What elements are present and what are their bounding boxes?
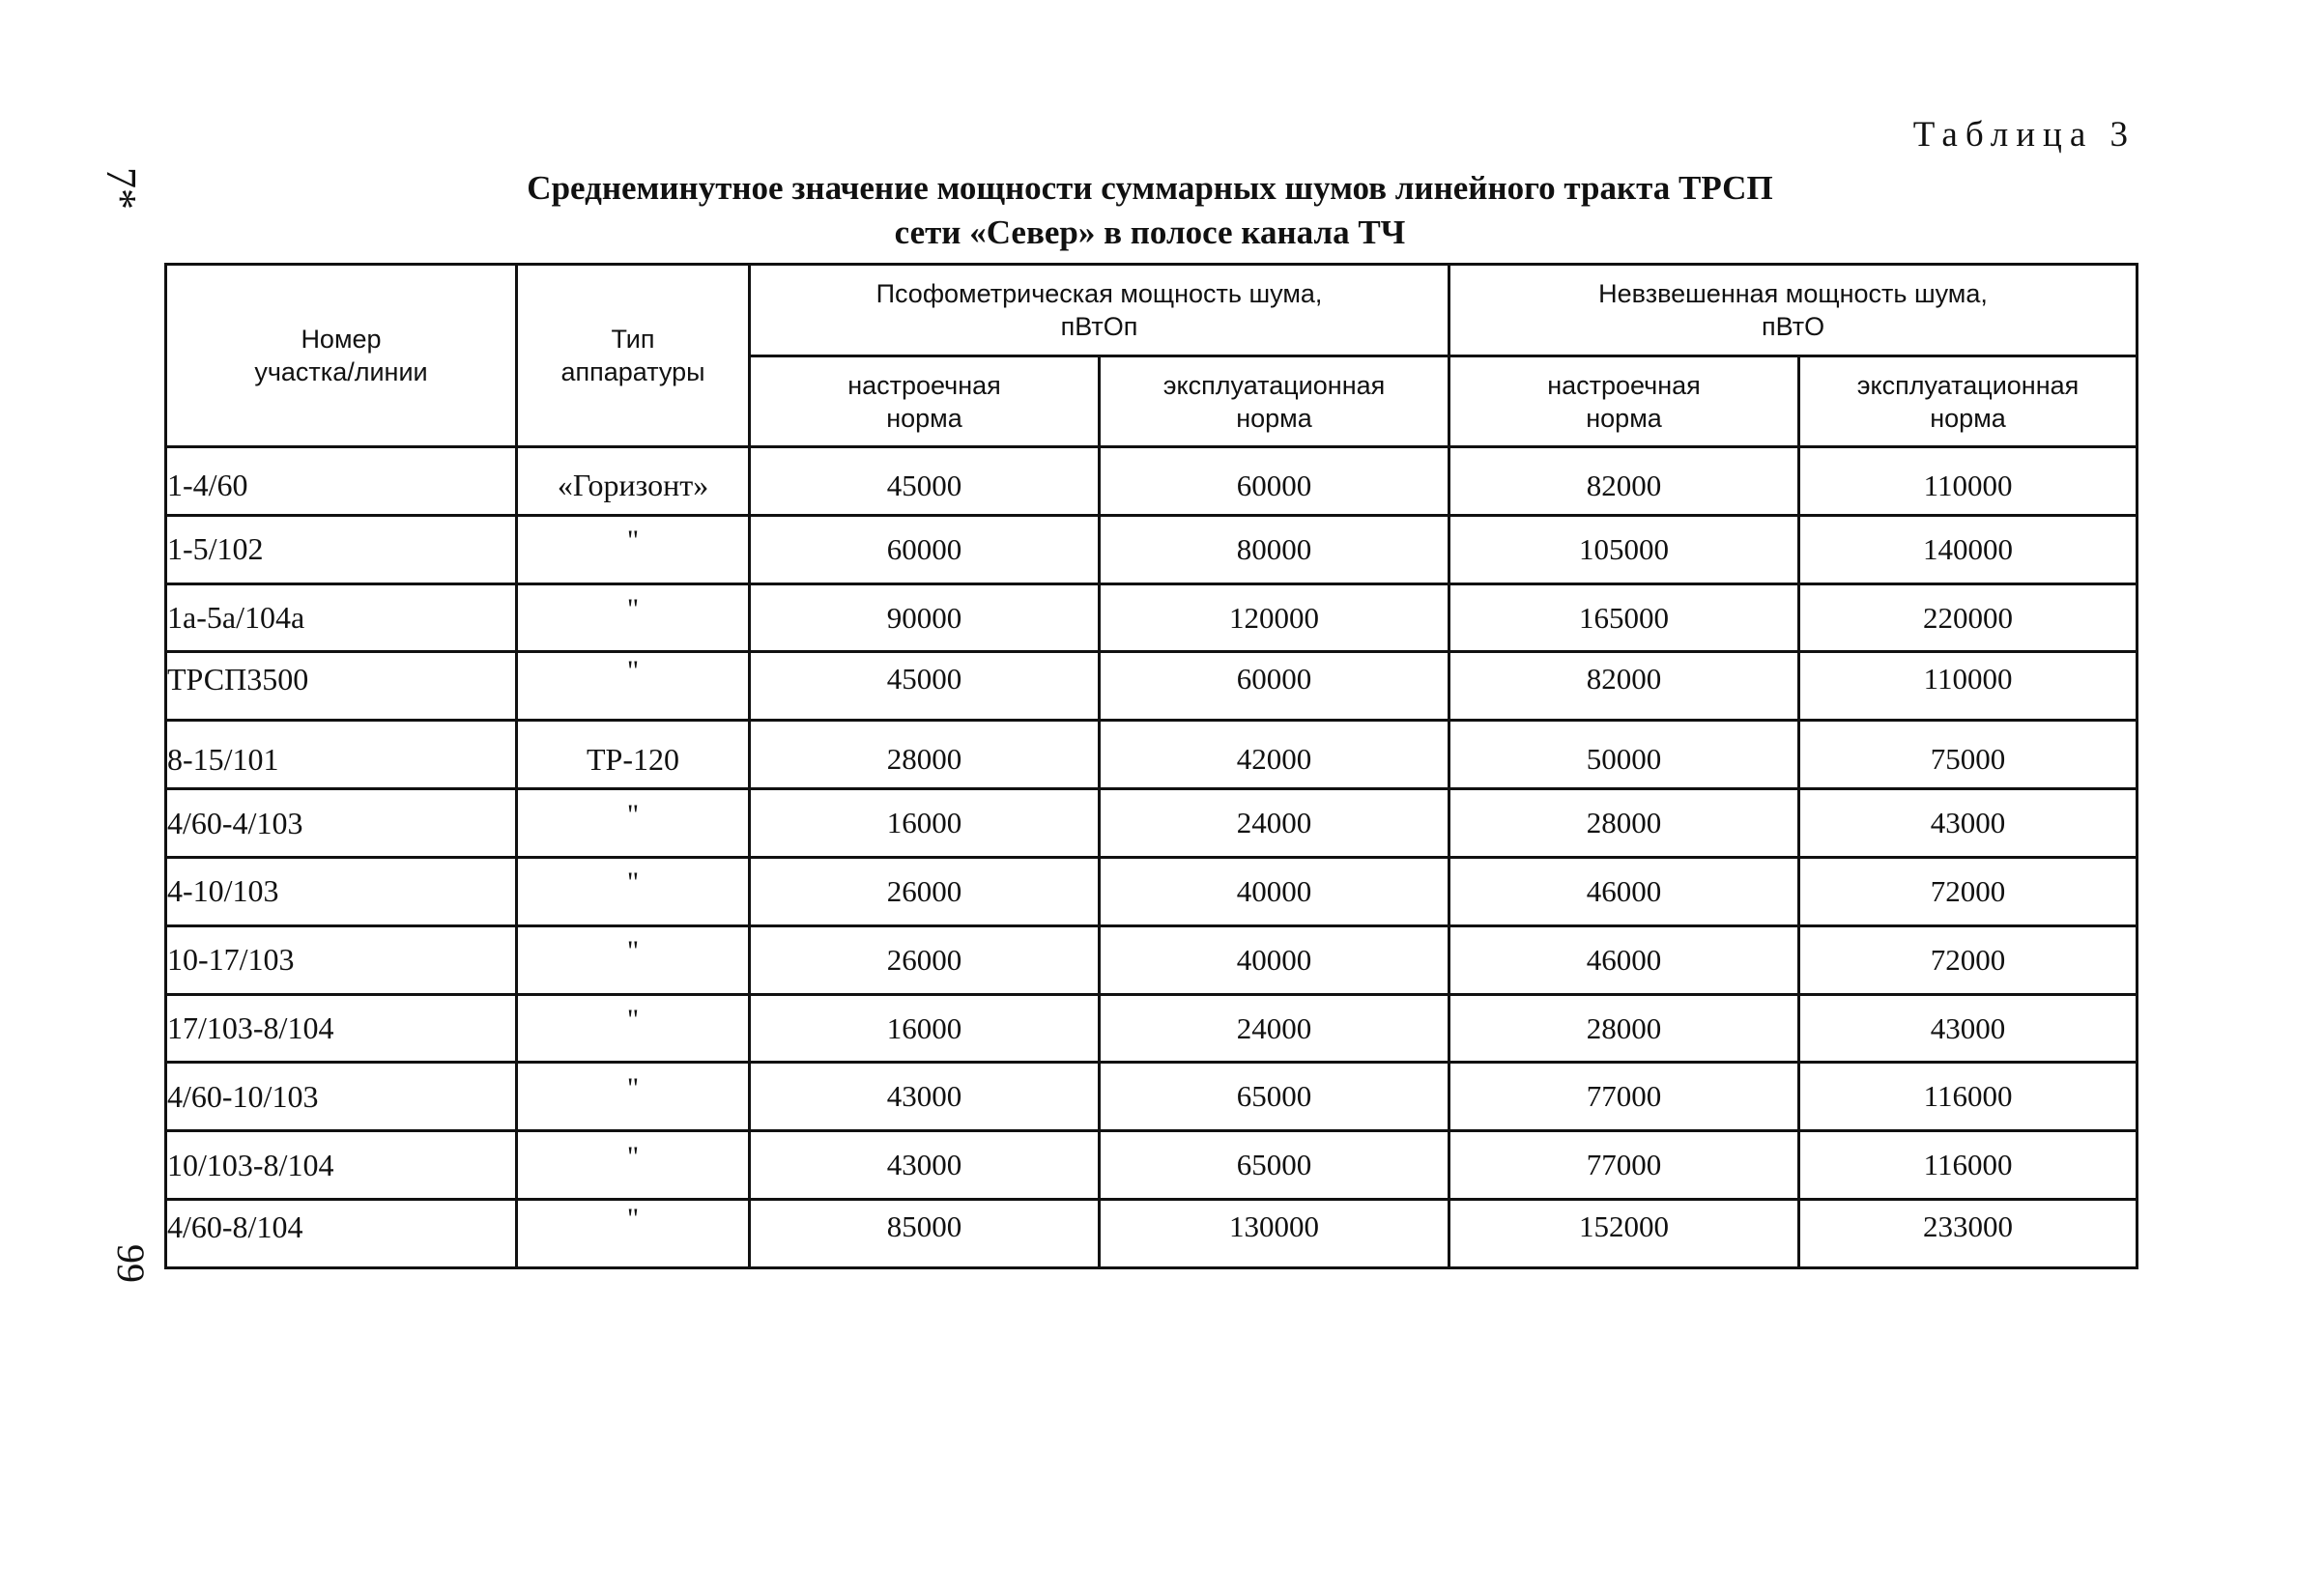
unw-setup-cell: [1449, 1131, 1799, 1200]
header-unw-setup-line-1: настроечная: [1547, 370, 1701, 400]
header-psof-oper-line-2: норма: [1236, 403, 1312, 433]
section-id-cell-text: ТРСП3500: [167, 661, 309, 696]
section-id-cell-text: 1-5/102: [167, 531, 264, 567]
psof-setup-cell: [750, 583, 1100, 652]
header-equipment-type-line-1: Тип: [611, 325, 655, 354]
psof-setup-cell: [750, 857, 1100, 925]
equipment-type-cell: [517, 721, 750, 789]
table-title-line-1: Среднеминутное значение мощности суммарных шумов линейного тракта ТРСП: [527, 169, 1773, 207]
section-id-cell: [166, 857, 517, 925]
psof-operational-cell: [1100, 652, 1449, 721]
equipment-type-cell: [517, 447, 750, 516]
section-id-cell-text: 4-10/103: [167, 873, 279, 909]
unw-setup-cell: [1449, 857, 1799, 925]
section-id-cell: [166, 515, 517, 583]
table-label: Таблица 3: [1912, 115, 2136, 155]
header-section-number-line-2: участка/линии: [254, 357, 428, 386]
psof-setup-cell-text: 43000: [886, 1148, 962, 1182]
psof-operational-cell: [1100, 789, 1449, 858]
unw-setup-cell-text: 77000: [1586, 1079, 1662, 1114]
table-header: [166, 265, 2138, 447]
unw-operational-cell: [1799, 1200, 2138, 1268]
psof-setup-cell: [750, 925, 1100, 994]
header-equipment-type: [517, 265, 750, 447]
unw-operational-cell-text: 116000: [1923, 1148, 2013, 1182]
section-id-cell: [166, 1063, 517, 1131]
equipment-type-cell-text: ": [626, 1071, 640, 1104]
psof-setup-cell-text: 16000: [886, 806, 962, 840]
table-body: [166, 447, 2138, 1268]
unw-operational-cell-text: 43000: [1930, 806, 2006, 840]
psof-operational-cell-text: 65000: [1236, 1148, 1312, 1182]
unw-setup-cell: [1449, 789, 1799, 858]
equipment-type-cell: [517, 789, 750, 858]
table-row: [166, 994, 2138, 1063]
section-id-cell: [166, 1131, 517, 1200]
psof-operational-cell-text: 40000: [1236, 942, 1312, 977]
header-psof-oper-line-1: эксплуатационная: [1162, 370, 1386, 400]
unw-setup-cell: [1449, 515, 1799, 583]
psof-setup-cell: [750, 1200, 1100, 1268]
table-title: [164, 166, 2136, 255]
equipment-type-cell: [517, 652, 750, 721]
equipment-type-cell-text: ": [626, 525, 640, 557]
unw-operational-cell: [1799, 447, 2138, 516]
unw-operational-cell-text: 75000: [1930, 742, 2006, 777]
section-id-cell: [166, 925, 517, 994]
unw-setup-cell: [1449, 447, 1799, 516]
header-unw-operational-norm: [1799, 356, 2138, 447]
psof-operational-cell-text: 60000: [1236, 468, 1312, 502]
section-id-cell-text: 10/103-8/104: [167, 1147, 334, 1182]
psof-operational-cell-text: 120000: [1229, 600, 1319, 635]
noise-power-table: [164, 263, 2138, 1269]
equipment-type-cell-text: ": [626, 867, 640, 899]
psof-setup-cell-text: 26000: [886, 942, 962, 977]
header-unweighted-power: [1449, 265, 2138, 356]
psof-setup-cell-text: 90000: [886, 600, 962, 635]
section-id-cell: [166, 652, 517, 721]
unw-setup-cell-text: 105000: [1579, 531, 1670, 566]
unw-operational-cell: [1799, 583, 2138, 652]
psof-operational-cell-text: 40000: [1236, 873, 1312, 908]
psof-operational-cell: [1100, 1063, 1449, 1131]
unw-operational-cell: [1799, 652, 2138, 721]
unw-setup-cell: [1449, 1200, 1799, 1268]
psof-operational-cell: [1100, 1131, 1449, 1200]
header-unw-setup-line-2: норма: [1586, 403, 1662, 433]
unw-operational-cell: [1799, 515, 2138, 583]
unw-operational-cell: [1799, 789, 2138, 858]
unw-operational-cell: [1799, 1131, 2138, 1200]
header-section-number: [166, 265, 517, 447]
equipment-type-cell: [517, 583, 750, 652]
psof-setup-cell: [750, 515, 1100, 583]
unw-operational-cell-text: 110000: [1923, 468, 2013, 502]
equipment-type-cell-text: ": [626, 593, 640, 626]
section-id-cell: [166, 721, 517, 789]
psof-operational-cell-text: 130000: [1229, 1209, 1319, 1244]
psof-operational-cell: [1100, 447, 1449, 516]
table-row: [166, 652, 2138, 721]
unw-setup-cell-text: 82000: [1586, 662, 1662, 696]
header-psof-setup-line-1: настроечная: [847, 370, 1001, 400]
header-psophometric-line-1: Псофометрическая мощность шума,: [875, 279, 1323, 308]
psof-operational-cell-text: 80000: [1236, 531, 1312, 566]
header-psof-setup-line-2: норма: [886, 403, 962, 433]
unw-setup-cell: [1449, 583, 1799, 652]
header-psof-operational-norm: [1100, 356, 1449, 447]
unw-setup-cell: [1449, 994, 1799, 1063]
table-title-line-2: сети «Север» в полосе канала ТЧ: [894, 213, 1406, 251]
equipment-type-cell-text: ": [626, 1202, 640, 1235]
unw-setup-cell-text: 50000: [1586, 742, 1662, 777]
psof-setup-cell-text: 60000: [886, 531, 962, 566]
psof-operational-cell-text: 24000: [1236, 1010, 1312, 1045]
psof-operational-cell: [1100, 721, 1449, 789]
unw-setup-cell-text: 28000: [1586, 806, 1662, 840]
unw-operational-cell: [1799, 1063, 2138, 1131]
equipment-type-cell: [517, 857, 750, 925]
psof-operational-cell-text: 60000: [1236, 662, 1312, 696]
psof-setup-cell-text: 16000: [886, 1010, 962, 1045]
header-psophometric-line-2: пВтОп: [1060, 312, 1138, 341]
section-id-cell-text: 1-4/60: [167, 468, 248, 503]
equipment-type-cell: [517, 1063, 750, 1131]
unw-operational-cell-text: 116000: [1923, 1079, 2013, 1114]
header-psophometric-power: [750, 265, 1449, 356]
header-unweighted-line-1: Невзвешенная мощность шума,: [1598, 279, 1988, 308]
psof-setup-cell: [750, 994, 1100, 1063]
psof-operational-cell: [1100, 994, 1449, 1063]
equipment-type-cell-text: ": [626, 935, 640, 968]
unw-setup-cell-text: 46000: [1586, 873, 1662, 908]
unw-operational-cell-text: 72000: [1930, 873, 2006, 908]
table-row: [166, 925, 2138, 994]
section-id-cell: [166, 447, 517, 516]
header-unweighted-line-2: пВтО: [1761, 312, 1825, 341]
psof-setup-cell-text: 45000: [886, 662, 962, 696]
equipment-type-cell-text: ": [626, 1140, 640, 1173]
unw-setup-cell-text: 28000: [1586, 1010, 1662, 1045]
unw-operational-cell: [1799, 994, 2138, 1063]
psof-setup-cell-text: 85000: [886, 1209, 962, 1244]
unw-setup-cell-text: 46000: [1586, 942, 1662, 977]
psof-setup-cell-text: 43000: [886, 1079, 962, 1114]
equipment-type-cell: [517, 1200, 750, 1268]
unw-operational-cell-text: 220000: [1923, 600, 2014, 635]
margin-top-mark: 7*: [98, 167, 145, 210]
page-number: 99: [109, 1244, 153, 1283]
table-row: [166, 857, 2138, 925]
unw-setup-cell-text: 152000: [1579, 1209, 1670, 1244]
psof-setup-cell-text: 28000: [886, 742, 962, 777]
unw-operational-cell-text: 110000: [1923, 662, 2013, 696]
psof-operational-cell: [1100, 857, 1449, 925]
section-id-cell: [166, 994, 517, 1063]
section-id-cell-text: 8-15/101: [167, 741, 279, 777]
equipment-type-cell: [517, 1131, 750, 1200]
unw-operational-cell-text: 233000: [1923, 1209, 2014, 1244]
psof-operational-cell-text: 24000: [1236, 806, 1312, 840]
unw-operational-cell: [1799, 721, 2138, 789]
unw-operational-cell-text: 43000: [1930, 1010, 2006, 1045]
section-id-cell: [166, 1200, 517, 1268]
psof-setup-cell-text: 26000: [886, 873, 962, 908]
unw-operational-cell-text: 140000: [1923, 531, 2014, 566]
header-section-number-line-1: Номер: [301, 325, 382, 354]
table-row: [166, 515, 2138, 583]
section-id-cell: [166, 583, 517, 652]
unw-setup-cell-text: 82000: [1586, 468, 1662, 502]
table-row: [166, 721, 2138, 789]
psof-setup-cell: [750, 1131, 1100, 1200]
psof-operational-cell: [1100, 515, 1449, 583]
unw-setup-cell-text: 77000: [1586, 1148, 1662, 1182]
equipment-type-cell-text: ТР-120: [587, 741, 679, 777]
section-id-cell: [166, 789, 517, 858]
equipment-type-cell-text: «Горизонт»: [557, 468, 709, 503]
psof-operational-cell: [1100, 1200, 1449, 1268]
psof-setup-cell: [750, 789, 1100, 858]
unw-operational-cell-text: 72000: [1930, 942, 2006, 977]
psof-setup-cell: [750, 652, 1100, 721]
section-id-cell-text: 1a-5a/104a: [167, 600, 305, 636]
unw-operational-cell: [1799, 857, 2138, 925]
section-id-cell-text: 4/60-8/104: [167, 1208, 303, 1244]
table-row: [166, 1063, 2138, 1131]
unw-setup-cell: [1449, 925, 1799, 994]
section-id-cell-text: 4/60-4/103: [167, 805, 303, 840]
unw-setup-cell: [1449, 1063, 1799, 1131]
equipment-type-cell-text: ": [626, 654, 640, 687]
unw-setup-cell: [1449, 721, 1799, 789]
equipment-type-cell-text: ": [626, 798, 640, 831]
table-row: [166, 789, 2138, 858]
psof-operational-cell: [1100, 925, 1449, 994]
equipment-type-cell-text: ": [626, 1004, 640, 1037]
header-psof-setup-norm: [750, 356, 1100, 447]
unw-setup-cell: [1449, 652, 1799, 721]
header-unw-setup-norm: [1449, 356, 1799, 447]
psof-operational-cell: [1100, 583, 1449, 652]
psof-operational-cell-text: 42000: [1236, 742, 1312, 777]
psof-setup-cell: [750, 721, 1100, 789]
section-id-cell-text: 4/60-10/103: [167, 1078, 319, 1114]
header-equipment-type-line-2: аппаратуры: [560, 357, 705, 386]
unw-operational-cell: [1799, 925, 2138, 994]
table-row: [166, 447, 2138, 516]
equipment-type-cell: [517, 925, 750, 994]
psof-setup-cell-text: 45000: [886, 468, 962, 502]
table-row: [166, 1200, 2138, 1268]
unw-setup-cell-text: 165000: [1579, 600, 1670, 635]
section-id-cell-text: 17/103-8/104: [167, 1010, 334, 1046]
section-id-cell-text: 10-17/103: [167, 942, 295, 978]
psof-operational-cell-text: 65000: [1236, 1079, 1312, 1114]
header-unw-oper-line-1: эксплуатационная: [1856, 370, 2080, 400]
psof-setup-cell: [750, 447, 1100, 516]
header-unw-oper-line-2: норма: [1930, 403, 2006, 433]
table-row: [166, 1131, 2138, 1200]
psof-setup-cell: [750, 1063, 1100, 1131]
table-row: [166, 583, 2138, 652]
equipment-type-cell: [517, 994, 750, 1063]
equipment-type-cell: [517, 515, 750, 583]
